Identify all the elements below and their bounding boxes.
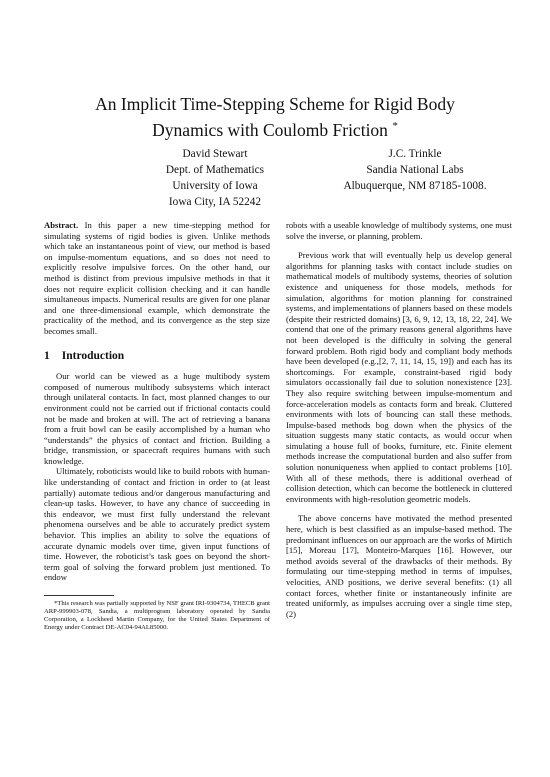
author-organization: University of Iowa bbox=[172, 180, 258, 192]
right-paragraph-2: Previous work that will eventually help us develop general algorithms for planning tasks with contact include studies on mathematical models of multibody systems, theories of solution existence and uniqueness for those models, methods for simulation, algorithms for motion planning for constrained systems, and implementations of planners based on these models (despite their restricted domains) [3, 6, 9, 12, 13, 18, 22, 24]. We contend that one of the primary reasons general algorithms have not been developed is the difficulty in solving the general forward problem. Both rigid body and compliant body methods have been developed (e.g.,[2, 7, 11, 14, 15, 19]) and each has its shortcomings. For example, constraint-based rigid body simulators occassionally fail due to solution nonexistence [23]. They also require switching between impulse-momentum and force-acceleration models as contacts form and break. Cluttered environments with lots of bouncing can stall these methods. Impulse-based methods bog down when the physics of the situation suggests many static contacts, as would occur when simulating a house full of books, furniture, etc. Finite element methods increase the computational burden and also suffer from solution nonuniqueness when applied to contact problems [10]. With all of these methods, there is additional overhead of collision detection, which can become the bottleneck in cluttered environments with high-resolution geometric models. bbox=[286, 250, 512, 504]
title-line-2 bbox=[0, 115, 550, 141]
author-city: Iowa City, IA 52242 bbox=[168, 196, 262, 208]
intro-paragraph-1: Our world can be viewed as a huge multibody system composed of numerous multibody subsystems which interact through unilateral contacts. In fact, most planned changes to our environment could not be carried out if frictional contacts could not be made and broken at will. The act of retrieving a banana from a fruit bowl can be easily accomplished by a human who “understands” the physics of contact and friction. Building a bridge, transmission, or spacecraft requires humans with such knowledge. bbox=[44, 371, 270, 466]
title-line-1: An Implicit Time-Stepping Scheme for Rigid Body bbox=[95, 94, 455, 114]
section-heading-introduction bbox=[44, 351, 270, 362]
author-name: David Stewart bbox=[182, 148, 248, 160]
author-name: J.C. Trinkle bbox=[388, 148, 442, 160]
author-department: Dept. of Mathematics bbox=[165, 164, 265, 176]
title-footnote-mark: * bbox=[392, 120, 398, 132]
abstract-label: Abstract. bbox=[44, 220, 79, 230]
section-title: Introduction bbox=[61, 349, 125, 362]
author-block-trinkle bbox=[315, 146, 515, 194]
right-column bbox=[286, 220, 512, 619]
abstract bbox=[44, 220, 270, 337]
paper-title bbox=[0, 93, 550, 141]
intro-paragraph-2: Ultimately, roboticists would like to build robots with human-like understanding of contact and friction in order to (at least partially) automate tedious and/or dangerous manufacturing and clean-up tasks. However, to have any chance of succeeding in this endeavor, we must first fully understand the relevant phenomena ourselves and be able to accurately predict system behavior. This implies an ability to solve the equations of accurate dynamic models over time, given input functions of time. However, the roboticist’s task goes on beyond the short-term goal of solving the forward problem just mentioned. To endow bbox=[44, 466, 270, 583]
footnote-rule bbox=[44, 595, 114, 596]
section-number: 1 bbox=[44, 349, 50, 362]
title-line-2-text: Dynamics with Coulomb Friction bbox=[152, 119, 388, 140]
left-column bbox=[44, 220, 270, 632]
right-paragraph-3: The above concerns have motivated the method presented here, which is best classified as an impulse-based method. The predominant influences on our approach are the works of Mirtich [15], Moreau [17], Monteiro-Marques [16]. However, our method avoids several of the drawbacks of their methods. By formulating our time-stepping method in terms of impulses, velocities, AND positions, we derive several benefits: (1) all contact forces, whether finite or instantaneously infinite are treated uniformly, as impulses accruing over a single time step, (2) bbox=[286, 513, 512, 619]
right-paragraph-1: robots with a useable knowledge of multibody systems, one must solve the inverse, or planning, problem. bbox=[286, 220, 512, 241]
abstract-text: In this paper a new time-stepping method for simulating systems of rigid bodies is given. Unlike methods which take an instantaneous point of view, our method is based on impulse-momentum equations, and so does not need to explicitly resolve impulsive forces. On the other hand, our method is distinct from previous impulsive methods in that it does not require explicit collision checking and it can handle simultaneous impacts. Numerical results are given for one planar and one three-dimensional example, which demonstrate the practicality of the method, and its convergence as the step size becomes small. bbox=[44, 220, 270, 336]
author-block-stewart bbox=[120, 146, 310, 210]
author-city: Albuquerque, NM 87185-1008. bbox=[343, 180, 487, 192]
author-organization: Sandia National Labs bbox=[366, 164, 464, 176]
footnote: *This research was partially supported by NSF grant IRI-9304734, THECB grant ARP-999903-078, Sandia, a multiprogram laboratory operated by Sandia Corporation, a Lockheed Martin Company, for the United States Department of Energy under Contract DE-AC04-94AL85000. bbox=[44, 600, 270, 632]
